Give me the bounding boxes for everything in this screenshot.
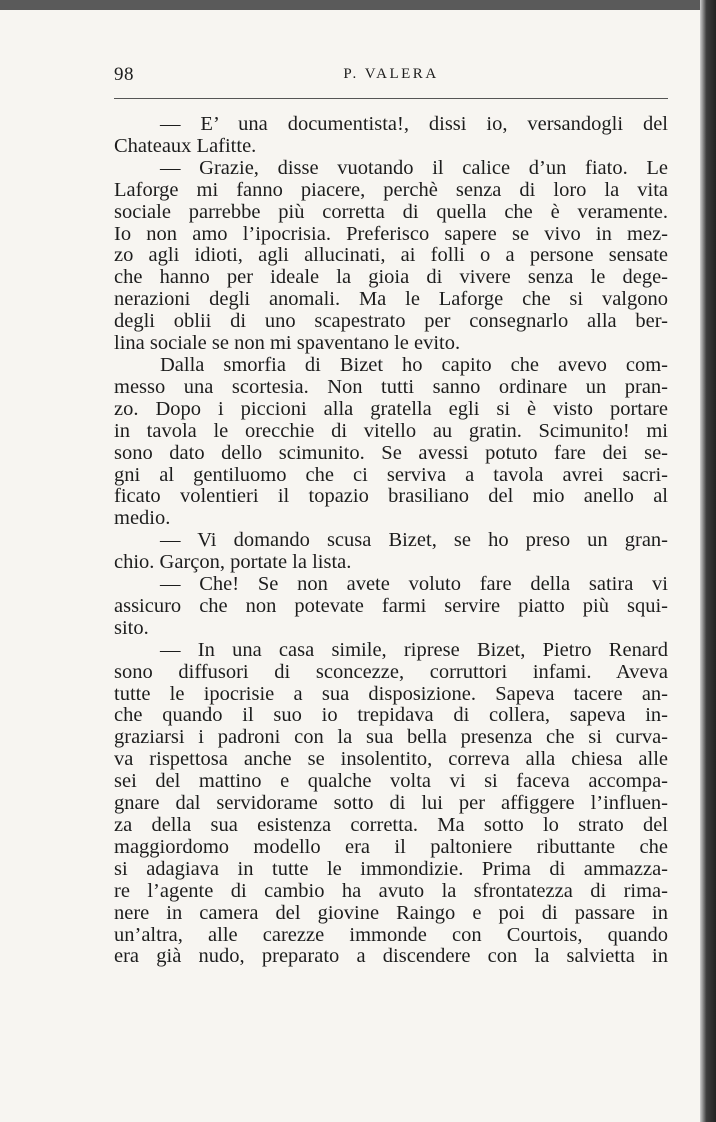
text-line: che hanno per ideale la gioia di vivere senza le dege- (114, 267, 668, 289)
text-line: assicuro che non potevate farmi servire piatto più squi- (114, 595, 668, 617)
text-line: — In una casa simile, riprese Bizet, Pietro Renard (160, 639, 668, 661)
text-line: Chateaux Lafitte. (114, 135, 257, 157)
text-line: tutte le ipocrisie a sua disposizione. Sapeva tacere an- (114, 683, 668, 705)
text-line: degli oblii di uno scapestrato per consegnarlo alla ber- (114, 311, 668, 333)
text-line: un’altra, alle carezze immonde con Courtois, quando (114, 924, 668, 946)
text-line: — Grazie, disse vuotando il calice d’un fiato. Le (160, 157, 668, 179)
scan-top-edge (0, 0, 716, 10)
text-line: ficato volentieri il topazio brasiliano del mio anello al (114, 486, 668, 508)
text-line: re l’agente di cambio ha avuto la sfrontatezza di rima- (114, 880, 668, 902)
text-line: Laforge mi fanno piacere, perchè senza di loro la vita (114, 179, 668, 201)
header-rule (114, 98, 668, 99)
text-line: — Che! Se non avete voluto fare della satira vi (160, 574, 668, 596)
text-line: medio. (114, 508, 171, 530)
text-line: zo. Dopo i piccioni alla gratella egli si è visto portare (114, 398, 668, 420)
running-title: P. VALERA (343, 66, 439, 82)
text-line: Dalla smorfia di Bizet ho capito che avevo com- (160, 354, 668, 376)
text-line: in tavola le orecchie di vitello au gratin. Scimunito! mi (114, 420, 668, 442)
text-line: messo una scortesia. Non tutti sanno ordinare un pran- (114, 376, 668, 398)
text-line: gnare dal servidorame sotto di lui per affiggere l’influen- (114, 793, 668, 815)
text-line: graziarsi i padroni con la sua bella presenza che si curva- (114, 727, 668, 749)
text-line: lina sociale se non mi spaventano le evito. (114, 333, 461, 355)
body-text (114, 114, 668, 968)
text-line: sociale parrebbe più corretta di quella che è veramente. (114, 201, 668, 223)
text-line: sono dato dello scimunito. Se avessi potuto fare dei se- (114, 442, 668, 464)
running-head (114, 64, 668, 94)
scan-binding-edge (700, 0, 716, 1122)
text-line: si adagiava in tutte le immondizie. Prima di ammazza- (114, 858, 668, 880)
text-line: chio. Garçon, portate la lista. (114, 552, 352, 574)
text-line: — Vi domando scusa Bizet, se ho preso un gran- (160, 530, 668, 552)
page-number: 98 (114, 64, 134, 85)
text-line: era già nudo, preparato a discendere con la salvietta in (114, 946, 668, 968)
text-line: gni al gentiluomo che ci serviva a tavola avrei sacri- (114, 464, 668, 486)
text-line: zo agli idioti, agli allucinati, ai folli o a persone sensate (114, 245, 668, 267)
text-line: za della sua esistenza corretta. Ma sotto lo strato del (114, 815, 668, 836)
text-line: nere in camera del giovine Raingo e poi di passare in (114, 902, 668, 924)
text-line: sei del mattino e qualche volta vi si faceva accompa- (114, 771, 668, 793)
text-line: Io non amo l’ipocrisia. Preferisco sapere se vivo in mez- (114, 223, 668, 245)
text-line: che quando il suo io trepidava di collera, sapeva in- (114, 705, 668, 727)
text-line: va rispettosa anche se insolentito, correva alla chiesa alle (114, 749, 668, 771)
text-line: — E’ una documentista!, dissi io, versandogli del (160, 114, 668, 135)
text-line: sono diffusori di sconcezze, corruttori infami. Aveva (114, 661, 668, 683)
text-line: sito. (114, 617, 149, 639)
text-line: nerazioni degli anomali. Ma le Laforge che si valgono (114, 289, 668, 311)
text-line: maggiordomo modello era il paltoniere ributtante che (114, 836, 668, 858)
